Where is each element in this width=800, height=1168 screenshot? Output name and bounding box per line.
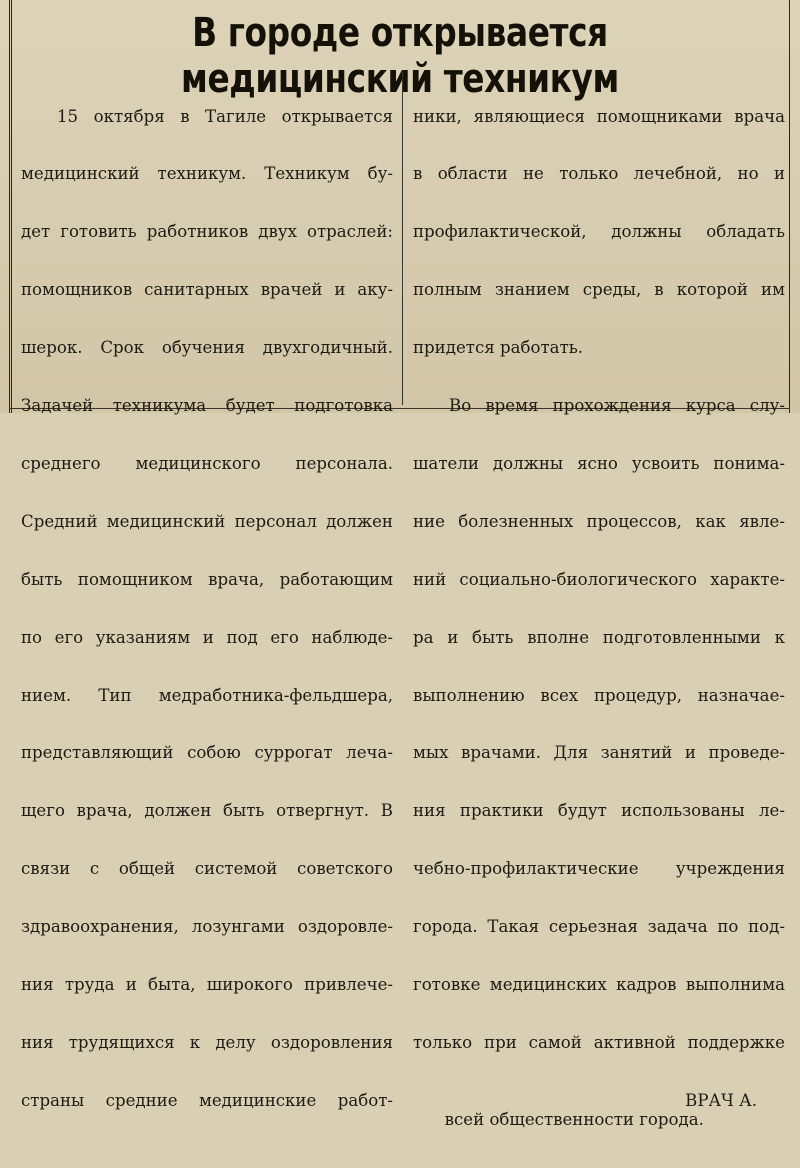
text-line: Во время прохождения курса слу- xyxy=(449,396,785,416)
text-line: Задачей техникума будет подготовка xyxy=(21,396,393,416)
text-line: представляющий собою суррогат леча- xyxy=(21,743,393,763)
text-line: мых врачами. Для занятий и проведе- xyxy=(413,743,785,763)
text-line: связи с общей системой советского xyxy=(21,859,393,879)
last-line-with-signature xyxy=(413,1090,785,1130)
text-line: шерок. Срок обучения двухгодичный. xyxy=(21,338,393,358)
text-line: полным знанием среды, в которой им xyxy=(413,280,785,300)
text-line: быть помощником врача, работающим xyxy=(21,569,393,589)
article-column-1 xyxy=(21,68,393,1149)
text-line: ния труда и быта, широкого привлече- xyxy=(21,974,393,994)
text-line: страны средние медицинские работ- xyxy=(21,1090,393,1110)
text-line: чебно-профилактические учреждения xyxy=(413,859,785,879)
text-line: готовке медицинских кадров выполнима xyxy=(413,974,785,994)
text-line: помощников санитарных врачей и аку- xyxy=(21,280,393,300)
text-line: придется работать. xyxy=(413,338,584,358)
text-line: только при самой активной поддержке xyxy=(413,1032,785,1052)
text-line: щего врача, должен быть отвергнут. В xyxy=(21,801,393,821)
text-line: профилактической, должны обладать xyxy=(413,222,785,242)
article-column-2 xyxy=(413,68,785,1149)
text-line: ники, являющиеся помощниками врача xyxy=(413,106,785,126)
text-line: ния трудящихся к делу оздоровления xyxy=(21,1032,393,1052)
text-line: ра и быть вполне подготовленными к xyxy=(413,627,785,647)
text-line: среднего медицинского персонала. xyxy=(21,453,393,473)
right-border-rule xyxy=(789,0,790,413)
text-line: Средний медицинский персонал должен xyxy=(21,511,393,531)
article-headline: В городе открывается медицинский техникум xyxy=(181,10,619,102)
text-line: дет готовить работников двух отраслей: xyxy=(21,222,393,242)
text-line: шатели должны ясно усвоить понима- xyxy=(413,453,785,473)
text-line: по его указаниям и под его наблюде- xyxy=(21,627,393,647)
text-line: города. Такая серьезная задача по под- xyxy=(413,917,785,937)
text-line: в области не только лечебной, но и xyxy=(413,164,785,184)
text-line: ния практики будут использованы ле- xyxy=(413,801,785,821)
text-line: медицинский техникум. Техникум бу- xyxy=(21,164,393,184)
text-line: здравоохранения, лозунгами оздоровле- xyxy=(21,917,393,937)
text-line: всей общественности города. xyxy=(444,1110,704,1130)
left-border-rule xyxy=(9,0,12,413)
article-signature: ВРАЧ А. xyxy=(685,1090,757,1110)
text-line: ние болезненных процессов, как явле- xyxy=(413,511,785,531)
text-line: ний социально-биологического характе- xyxy=(413,569,785,589)
text-line: нием. Тип медработника-фельдшера, xyxy=(21,685,393,705)
text-line: 15 октября в Тагиле открывается xyxy=(57,106,393,126)
text-line: выполнению всех процедур, назначае- xyxy=(413,685,785,705)
column-divider xyxy=(402,70,403,405)
